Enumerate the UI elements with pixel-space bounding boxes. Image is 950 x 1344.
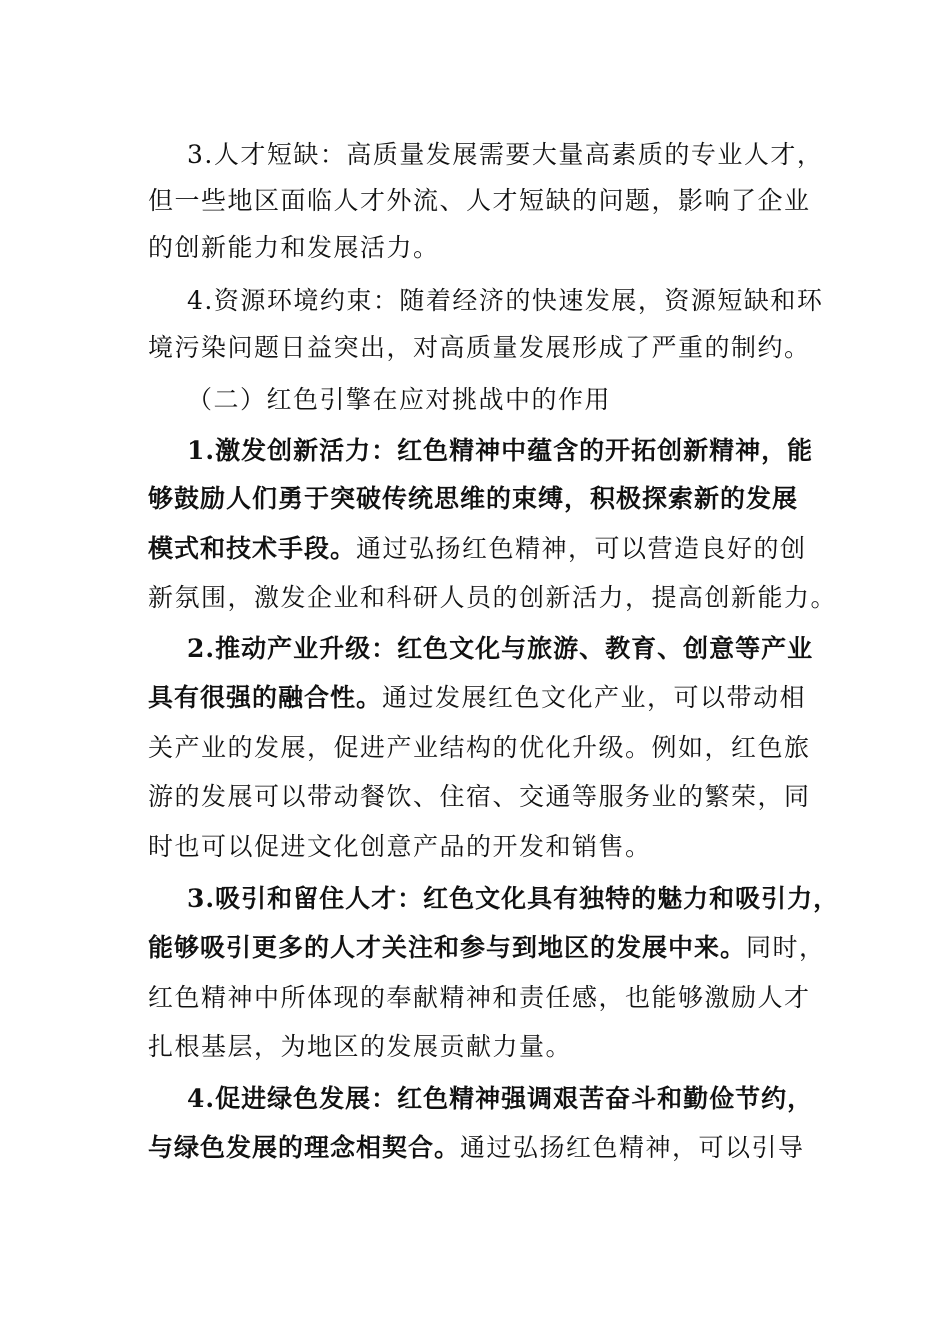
text-span: 同时， [746, 933, 826, 962]
text-line: 关产业的发展，促进产业结构的优化升级。例如，红色旅 [148, 733, 811, 762]
text-span: 通过弘扬红色精神，可以营造良好的创 [356, 534, 807, 563]
text-line: 时也可以促进文化创意产品的开发和销售。 [148, 832, 652, 861]
text-line: 新氛围，激发企业和科研人员的创新活力，提高创新能力。 [148, 583, 838, 612]
mixed-text-line [148, 933, 826, 963]
text-line: 游的发展可以带动餐饮、住宿、交通等服务业的繁荣，同 [148, 782, 811, 811]
bold-text-span: 模式和技术手段。 [148, 534, 357, 563]
text-line: 境污染问题日益突出，对高质量发展形成了严重的制约。 [148, 333, 811, 362]
bold-text-line: 2.推动产业升级：红色文化与旅游、教育、创意等产业 [187, 634, 814, 663]
bold-text-span: 与绿色发展的理念相契合。 [148, 1133, 461, 1162]
mixed-text-line [148, 534, 807, 564]
mixed-text-line [148, 1133, 805, 1163]
text-line: 扎根基层，为地区的发展贡献力量。 [148, 1032, 573, 1061]
text-span: 通过发展红色文化产业，可以带动相 [382, 683, 807, 712]
bold-text-line: 够鼓励人们勇于突破传统思维的束缚，积极探索新的发展 [148, 484, 799, 513]
bold-text-line: 3.吸引和留住人才：红色文化具有独特的魅力和吸引力， [187, 884, 840, 913]
bold-text-span: 能够吸引更多的人才关注和参与到地区的发展中来。 [148, 933, 747, 962]
text-line: 但一些地区面临人才外流、人才短缺的问题，影响了企业 [148, 186, 811, 215]
text-line: 红色精神中所体现的奉献精神和责任感，也能够激励人才 [148, 983, 811, 1012]
mixed-text-line [148, 683, 806, 713]
bold-text-line: 1.激发创新活力：红色精神中蕴含的开拓创新精神，能 [187, 436, 814, 465]
bold-text-line: 4.促进绿色发展：红色精神强调艰苦奋斗和勤俭节约， [187, 1084, 814, 1113]
section-heading: （二）红色引擎在应对挑战中的作用 [187, 385, 612, 414]
text-line: 3.人才短缺：高质量发展需要大量高素质的专业人才， [187, 140, 824, 169]
text-line: 的创新能力和发展活力。 [148, 233, 440, 262]
bold-text-span: 具有很强的融合性。 [148, 683, 383, 712]
text-span: 通过弘扬红色精神，可以引导 [460, 1133, 805, 1162]
text-line: 4.资源环境约束：随着经济的快速发展，资源短缺和环 [187, 286, 824, 315]
